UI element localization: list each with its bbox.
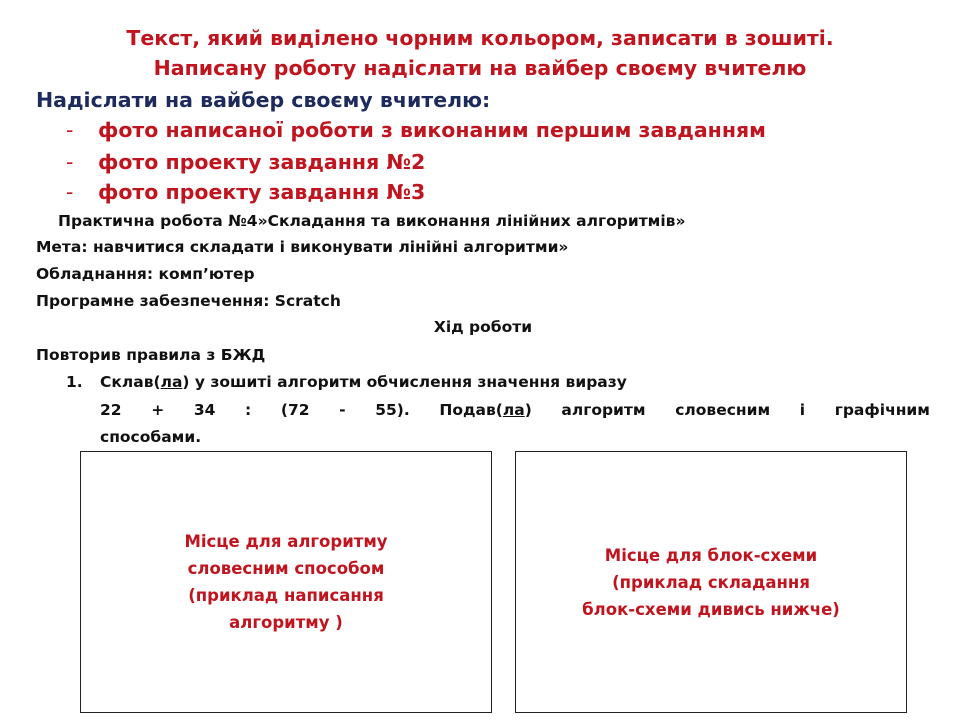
task-word: + xyxy=(151,401,165,419)
dash-marker: - xyxy=(66,118,74,142)
goal-line: Мета: навчитися складати і виконувати лінійні алгоритми» xyxy=(36,238,569,256)
task-number: 1. xyxy=(66,373,83,391)
safety-line: Повторив правила з БЖД xyxy=(36,346,266,364)
algorithm-text-box xyxy=(80,451,492,713)
task-word: і xyxy=(799,401,806,419)
send-item-label: фото проекту завдання №3 xyxy=(98,180,426,204)
task-word: 34 xyxy=(193,401,216,419)
send-item-written-work xyxy=(66,118,766,142)
send-item-label: фото написаної роботи з виконаним першим завданням xyxy=(98,118,766,142)
algorithm-box-label: Місце для алгоритму словесним способом (приклад написання алгоритму ) xyxy=(184,532,388,632)
task-word: Подав( xyxy=(439,401,503,419)
dash-marker: - xyxy=(66,150,74,174)
instruction-line-2: Написану роботу надіслати на вайбер своєму вчителю xyxy=(153,56,807,80)
instruction-line-1: Текст, який виділено чорним кольором, записати в зошиті. xyxy=(126,26,834,50)
task-word: ) xyxy=(524,401,532,419)
task-word: 22 xyxy=(100,401,122,419)
flowchart-box-label: Місце для блок-схеми (приклад складання блок-схеми дивись нижче) xyxy=(582,545,840,619)
task-line-1 xyxy=(100,373,627,391)
task-line-2 xyxy=(100,401,930,419)
flowchart-box xyxy=(515,451,907,713)
equipment-line: Обладнання: комп’ютер xyxy=(36,265,255,283)
task-word: : xyxy=(245,401,252,419)
task-word: словесним xyxy=(675,401,771,419)
task-word: алгоритм xyxy=(561,401,646,419)
software-line: Програмне забезпечення: Scratch xyxy=(36,292,341,310)
task-underlined-suffix: ла xyxy=(502,401,525,419)
task-underlined-suffix: ла xyxy=(160,373,183,391)
task-word: графічним xyxy=(834,401,930,419)
task-line-3: способами. xyxy=(100,428,202,446)
task-text: Склав( xyxy=(100,373,161,391)
dash-marker: - xyxy=(66,180,74,204)
progress-heading: Хід роботи xyxy=(433,318,533,336)
practical-work-title: Практична робота №4»Складання та виконання лінійних алгоритмів» xyxy=(58,212,686,230)
task-word: (72 xyxy=(280,401,310,419)
task-word: 55). xyxy=(375,401,410,419)
task-text: ) у зошиті алгоритм обчислення значення виразу xyxy=(182,373,627,391)
send-item-project-2 xyxy=(66,150,425,174)
send-item-label: фото проекту завдання №2 xyxy=(98,150,426,174)
send-item-project-3 xyxy=(66,180,425,204)
task-word: - xyxy=(339,401,346,419)
send-title: Надіслати на вайбер своєму вчителю: xyxy=(36,88,491,112)
task-word-group xyxy=(439,401,531,419)
